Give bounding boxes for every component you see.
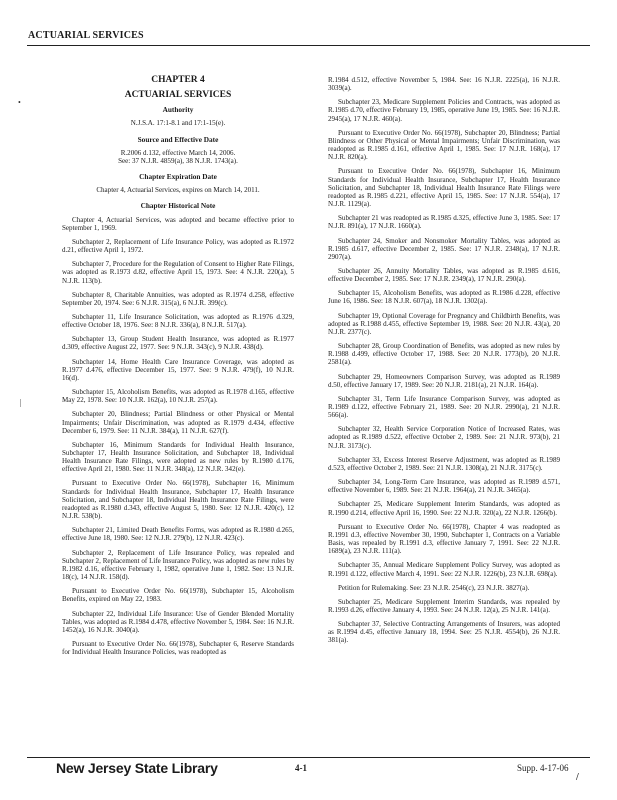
margin-mark-bullet: • (18, 98, 21, 107)
history-paragraph: Subchapter 2, Replacement of Life Insurance Policy, was adopted as R.1972 d.21, effective April 1, 1972. (62, 237, 294, 255)
chapter-title: ACTUARIAL SERVICES (124, 90, 232, 101)
authority-heading: Authority (162, 105, 194, 115)
history-paragraph: Subchapter 13, Group Student Health Insurance, was adopted as R.1977 d.309, effective August 22, 1977. See: 9 N.J.R. 343(c), 9 N.J.R. 438(d). (62, 335, 294, 352)
left-column (62, 76, 294, 662)
history-paragraph: Pursuant to Executive Order No. 66(1978), Subchapter 6, Reserve Standards for Individual Health Insurance Policies, was readopted as (62, 639, 294, 657)
history-paragraph: Subchapter 26, Annuity Mortality Tables, was adopted as R.1985 d.616, effective December 2, 1985. See: 17 N.J.R. 2349(a), 17 N.J.R. 290(a). (328, 266, 560, 284)
history-paragraph: Subchapter 34, Long-Term Care Insurance, was adopted as R.1989 d.571, effective November 6, 1989. See: 21 N.J.R. 1964(a), 21 N.J.R. 3465(a). (328, 478, 560, 495)
history-paragraph: Subchapter 35, Annual Medicare Supplement Policy Survey, was adopted as R.1991 d.122, effective March 4, 1991. See: 22 N.J.R. 1226(b), 23 N.J.R. 698(a). (328, 561, 560, 578)
source-heading: Source and Effective Date (137, 134, 219, 144)
history-paragraph: Subchapter 21 was readopted as R.1985 d.325, effective June 3, 1985. See: 17 N.J.R. 891(a), 17 N.J.R. 1660(a). (328, 214, 560, 231)
history-paragraph: Subchapter 2, Replacement of Life Insurance Policy, was repealed and Subchapter 2, Replacement of Life Insurance Policy, was adopted as new rules by R.1982 d.16, effective February 1, 1982, operative June 1, 1982. See: 13 N.J.R. 18(c), 14 N.J.R. 158(d). (62, 548, 294, 582)
history-paragraph: Pursuant to Executive Order No. 66(1978), Subchapter 15, Alcoholism Benefits, expired on May 22, 1983. (62, 587, 294, 604)
history-paragraph: Subchapter 21, Limited Death Benefits Forms, was adopted as R.1980 d.265, effective June 18, 1980. See: 12 N.J.R. 279(b), 12 N.J.R. 423(c). (62, 526, 294, 543)
history-paragraph: Subchapter 15, Alcoholism Benefits, was adopted as R.1986 d.228, effective June 16, 1986. See: 18 N.J.R. 607(a), 18 N.J.R. 1302(a). (328, 289, 560, 306)
footer-rule (27, 757, 590, 758)
expiration-text: Chapter 4, Actuarial Services, expires on March 14, 2011. (96, 186, 260, 195)
history-paragraph: Subchapter 7, Procedure for the Regulation of Consent to Higher Rate Filings, was adopted as R.1973 d.82, effective April 15, 1973. See: 4 N.J.R. 220(a), 5 N.J.R. 113(b). (62, 260, 294, 285)
history-paragraph: Subchapter 33, Excess Interest Reserve Adjustment, was adopted as R.1989 d.523, effective October 2, 1989. See: 21 N.J.R. 1308(a), 21 N.J.R. 3175(c). (328, 455, 560, 472)
history-paragraphs-left (62, 216, 294, 657)
history-paragraph: Subchapter 19, Optional Coverage for Pregnancy and Childbirth Benefits, was adopted as R.1988 d.455, effective September 19, 1988. See: 20 N.J.R. 43(a), 20 N.J.R. 2377(c). (328, 311, 560, 336)
history-paragraph: Subchapter 25, Medicare Supplement Interim Standards, was repealed by R.1993 d.26, effective January 4, 1993. See: 24 N.J.R. 12(a), 25 N.J.R. 141(a). (328, 597, 560, 614)
history-paragraph: Subchapter 31, Term Life Insurance Comparison Survey, was adopted as R.1989 d.122, effective February 21, 1989. See: 20 N.J.R. 2990(a), 21 N.J.R. 566(a). (328, 394, 560, 420)
history-paragraph: Subchapter 11, Life Insurance Solicitation, was adopted as R.1976 d.329, effective October 18, 1976. See: 8 N.J.R. 336(a), 8 N.J.R. 517(a). (62, 312, 294, 330)
footer-page-number: 4-1 (295, 763, 307, 773)
history-paragraph: Pursuant to Executive Order No. 66(1978), Subchapter 16, Minimum Standards for Individual Health Insurance, Subchapter 17, Health Insurance Solicitation, and Subchapter 18, Individual Health Insurance Rate Filings, were readopted as R.1980 d.343, effective August 5, 1980. See: 12 N.J.R. 420(c), 12 N.J.R. 538(b). (62, 479, 294, 521)
history-paragraph: Subchapter 14, Home Health Care Insurance Coverage, was adopted as R.1977 d.476, effective December 15, 1977. See: 9 N.J.R. 479(f), 10 N.J.R. 16(d). (62, 357, 294, 382)
history-paragraph: Pursuant to Executive Order No. 66(1978), Subchapter 20, Blindness; Partial Blindness or Other Physical or Mental Impairments; Unfair Discrimination, was readopted as R.1985 d.161, effective April 1, 1985. See: 17 N.J.R. 168(a), 17 N.J.R. 820(a). (328, 128, 560, 162)
history-paragraph: Chapter 4, Actuarial Services, was adopted and became effective prior to September 1, 1969. (62, 215, 294, 232)
margin-mark-slash: / (576, 772, 579, 783)
history-paragraph: Subchapter 8, Charitable Annuities, was adopted as R.1974 d.258, effective September 20, 1974. See: 6 N.J.R. 315(a), 6 N.J.R. 399(c). (62, 290, 294, 307)
source-text: R.2006 d.132, effective March 14, 2006. (120, 148, 236, 157)
history-paragraph: Subchapter 20, Blindness; Partial Blindness or other Physical or Mental Impairments; Unfair Discrimination, was adopted as R.1979 d.434, effective December 6, 1979. See: 11 N.J.R. 384(a), 11 N.J.R. 627(f). (62, 410, 294, 435)
history-paragraph: Subchapter 37, Selective Contracting Arrangements of Insurers, was adopted as R.1994 d.45, effective January 18, 1994. See: 25 N.J.R. 4554(b), 26 N.J.R. 381(a). (328, 620, 560, 645)
footer-library: New Jersey State Library (56, 760, 218, 776)
history-paragraph: Petition for Rulemaking. See: 23 N.J.R. 2546(c), 23 N.J.R. 3827(a). (338, 583, 530, 592)
history-paragraph: Subchapter 32, Health Service Corporation Notice of Increased Rates, was adopted as R.1989 d.522, effective October 2, 1989. See: 21 N.J.R. 973(b), 21 N.J.R. 3173(c). (328, 425, 560, 450)
history-paragraph: R.1984 d.512, effective November 5, 1984. See: 16 N.J.R. 2225(a), 16 N.J.R. 3039(a). (328, 76, 560, 93)
history-paragraph: Subchapter 28, Group Coordination of Benefits, was adopted as new rules by R.1988 d.499, effective October 17, 1988. See: 20 N.J.R. 1773(b), 20 N.J.R. 2581(a). (328, 342, 560, 367)
history-paragraph: Pursuant to Executive Order No. 66(1978), Chapter 4 was readopted as R.1991 d.3, effective November 30, 1990, Subchapter 1, Contracts on a Variable Basis, was repealed by R.1991 d.3, effective January 7, 1991. See: 22 N.J.R. 1689(a), 23 N.J.R. 111(a). (328, 522, 560, 556)
source-see: See: 37 N.J.R. 4859(a), 38 N.J.R. 1743(a). (118, 156, 238, 165)
header-rule (27, 45, 590, 46)
footer-supplement: Supp. 4-17-06 (517, 763, 569, 773)
running-head: ACTUARIAL SERVICES (28, 30, 144, 41)
history-heading: Chapter Historical Note (140, 201, 216, 211)
history-paragraph: Subchapter 22, Individual Life Insurance: Use of Gender Blended Mortality Tables, was adopted as R.1984 d.478, effective November 5, 1984. See: 16 N.J.R. 1452(a), 16 N.J.R. 3040(a). (62, 609, 294, 634)
history-paragraph: Subchapter 16, Minimum Standards for Individual Health Insurance, Subchapter 17, Health Insurance Solicitation, and Subchapter 18, Individual Health Insurance Rate Filings, were adopted as new rules by R.1980 d.176, effective April 21, 1980. See: 11 N.J.R. 348(a), 12 N.J.R. 342(e). (62, 440, 294, 474)
history-paragraphs-right (328, 76, 560, 645)
history-paragraph: Subchapter 25, Medicare Supplement Interim Standards, was adopted as R.1990 d.214, effective April 16, 1990. See: 22 N.J.R. 320(a), 22 N.J.R. 1266(b). (328, 500, 560, 517)
expiration-heading: Chapter Expiration Date (139, 172, 217, 182)
history-paragraph: Pursuant to Executive Order No. 66(1978), Subchapter 16, Minimum Standards for Individual Health Insurance, Subchapter 17, Health Insurance Solicitation, and Subchapter 18, Individual Health Insurance Rate Filings were readopted as R.1985 d.221, effective April 15, 1985. See: 17 N.J.R. 554(a), 17 N.J.R. 1129(a). (328, 167, 560, 209)
right-column (328, 76, 560, 651)
history-paragraph: Subchapter 23, Medicare Supplement Policies and Contracts, was adopted as R.1985 d.70, effective February 19, 1985, operative June 19, 1985. See: 16 N.J.R. 2945(a), 17 N.J.R. 460(a). (328, 98, 560, 123)
margin-mark-bar: | (20, 398, 22, 407)
history-paragraph: Subchapter 24, Smoker and Nonsmoker Mortality Tables, was adopted as R.1985 d.617, effective December 2, 1985. See: 17 N.J.R. 2348(a), 17 N.J.R. 2907(a). (328, 236, 560, 261)
authority-text: N.J.S.A. 17:1-8.1 and 17:1-15(e). (130, 119, 226, 128)
chapter-number: CHAPTER 4 (151, 75, 205, 85)
history-paragraph: Subchapter 29, Homeowners Comparison Survey, was adopted as R.1989 d.50, effective January 17, 1989. See: 20 N.J.R. 2181(a), 21 N.J.R. 164(a). (328, 372, 560, 389)
history-paragraph: Subchapter 15, Alcoholism Benefits, was adopted as R.1978 d.165, effective May 22, 1978. See: 10 N.J.R. 162(a), 10 N.J.R. 257(a). (62, 388, 294, 405)
